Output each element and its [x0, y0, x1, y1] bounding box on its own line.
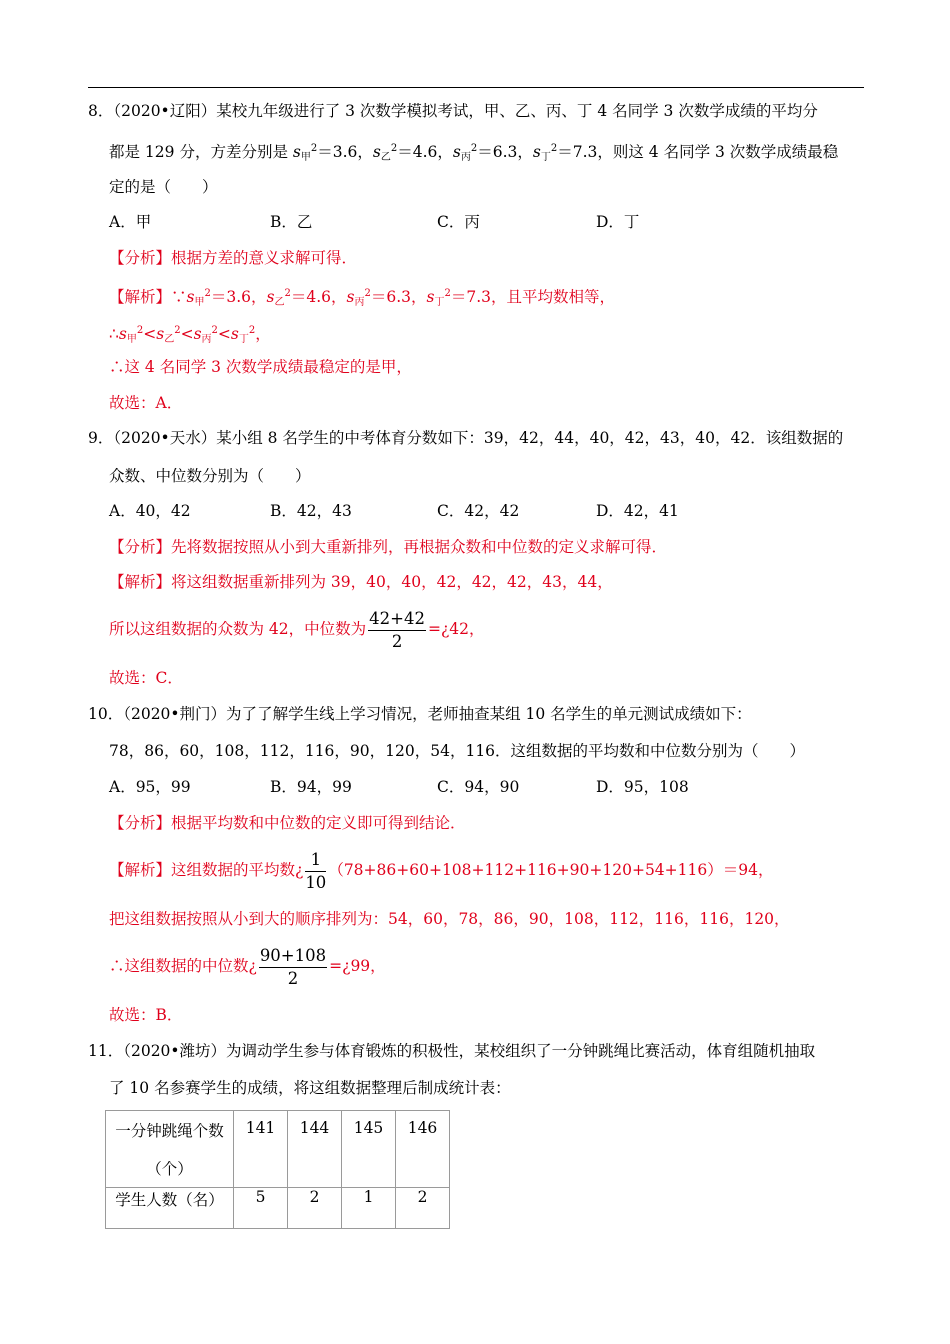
table-cell: 2 — [288, 1188, 342, 1229]
table-row — [106, 1188, 450, 1229]
q8-analysis: 【分析】根据方差的意义求解可得． — [109, 249, 358, 267]
table-cell: 5 — [234, 1188, 288, 1229]
q8-conclusion: ∴这 4 名同学 3 次数学成绩最稳定的是甲， — [109, 358, 412, 376]
q10-sorted: 把这组数据按照从小到大的顺序排列为：54，60，78，86，90，108，112，116，116，120， — [109, 910, 790, 928]
q9-option-a: A．40，42 — [109, 502, 191, 520]
q9-answer: 故选：C． — [109, 669, 183, 687]
table-cell: 144 — [288, 1111, 342, 1188]
q10-option-d: D．95，108 — [596, 778, 689, 796]
q10-option-a: A．95，99 — [109, 778, 191, 796]
q10-mean-line: 【解析】这组数据的平均数¿ $\frac{1}{10}$ （78+86+60+108+112+116+90+120+54+116）＝94， — [109, 849, 774, 892]
q8-line1: 8．（2020•辽阳）某校九年级进行了 3 次数学模拟考试，甲、乙、丙、丁 4 名同学 3 次数学成绩的平均分 — [88, 102, 818, 120]
q8-option-b: B．乙 — [270, 213, 313, 231]
q8-ordering: $\therefore s_甲^2<s_乙^2<s_丙^2<s_丁^2$， — [109, 325, 271, 345]
q9-solution: 【解析】将这组数据重新排列为 39，40，40，42，42，42，43，44， — [109, 573, 613, 591]
q11-line1: 11．（2020•潍坊）为调动学生参与体育锻炼的积极性，某校组织了一分钟跳绳比赛活动，体育组随机抽取 — [88, 1042, 816, 1060]
table-cell: 2 — [396, 1188, 450, 1229]
table-row — [106, 1111, 450, 1188]
table-cell: 146 — [396, 1111, 450, 1188]
q10-option-c: C．94，90 — [437, 778, 520, 796]
q8-solution: 【解析】$\because s_甲^2=3.6$，$s_乙^2=4.6$，$s_丙^2=6.3$，$s_丁^2=7.3$，且平均数相等， — [109, 288, 616, 308]
q10-line2: 78，86，60，108，112，116，90，120，54，116．这组数据的平均数和中位数分别为（ ） — [109, 742, 806, 760]
table-header-cell: 一分钟跳绳个数 （个） — [106, 1111, 234, 1188]
q8-option-d: D．丁 — [596, 213, 640, 231]
q9-analysis: 【分析】先将数据按照从小到大重新排列，再根据众数和中位数的定义求解可得． — [109, 538, 668, 556]
q9-median-fraction: $\frac{42+42}{2}$ — [369, 608, 425, 651]
q8-option-a: A．甲 — [109, 213, 152, 231]
header-rule — [88, 87, 864, 88]
q10-mean-fraction: $\frac{1}{10}$ — [305, 849, 327, 892]
table-cell: 141 — [234, 1111, 288, 1188]
q10-answer: 故选：B． — [109, 1006, 183, 1024]
q8-option-c: C．丙 — [437, 213, 480, 231]
q9-line1: 9．（2020•天水）某小组 8 名学生的中考体育分数如下：39，42，44，40，42，43，40，42．该组数据的 — [88, 429, 844, 447]
q9-median-line: 所以这组数据的众数为 42，中位数为 $\frac{42+42}{2}$ =¿42， — [109, 608, 485, 651]
q10-analysis: 【分析】根据平均数和中位数的定义即可得到结论． — [109, 814, 466, 832]
q11-stats-table — [105, 1110, 450, 1229]
q8-answer: 故选：A． — [109, 394, 183, 412]
q10-median-fraction: $\frac{90+108}{2}$ — [259, 945, 327, 988]
table-cell: 1 — [342, 1188, 396, 1229]
table-header-cell: 学生人数（名） — [106, 1188, 234, 1229]
q10-line1: 10．（2020•荆门）为了了解学生线上学习情况，老师抽查某组 10 名学生的单元测试成绩如下： — [88, 705, 752, 723]
q11-line2: 了 10 名参赛学生的成绩，将这组数据整理后制成统计表： — [109, 1079, 511, 1097]
table-cell: 145 — [342, 1111, 396, 1188]
q9-option-d: D．42，41 — [596, 502, 679, 520]
q10-option-b: B．94，99 — [270, 778, 352, 796]
q8-line3: 定的是（ ） — [109, 178, 218, 196]
q8-line2: 都是 129 分，方差分别是 $s_甲^2=3.6$，$s_乙^2=4.6$，$s_丙^2=6.3$，$s_丁^2=7.3$，则这 4 名同学 3 次数学成绩最稳 — [109, 143, 839, 163]
q9-option-b: B．42，43 — [270, 502, 352, 520]
q9-line2: 众数、中位数分别为（ ） — [109, 467, 311, 485]
q10-median-line: ∴这组数据的中位数¿ $\frac{90+108}{2}$ =¿99， — [109, 945, 386, 988]
q9-option-c: C．42，42 — [437, 502, 520, 520]
